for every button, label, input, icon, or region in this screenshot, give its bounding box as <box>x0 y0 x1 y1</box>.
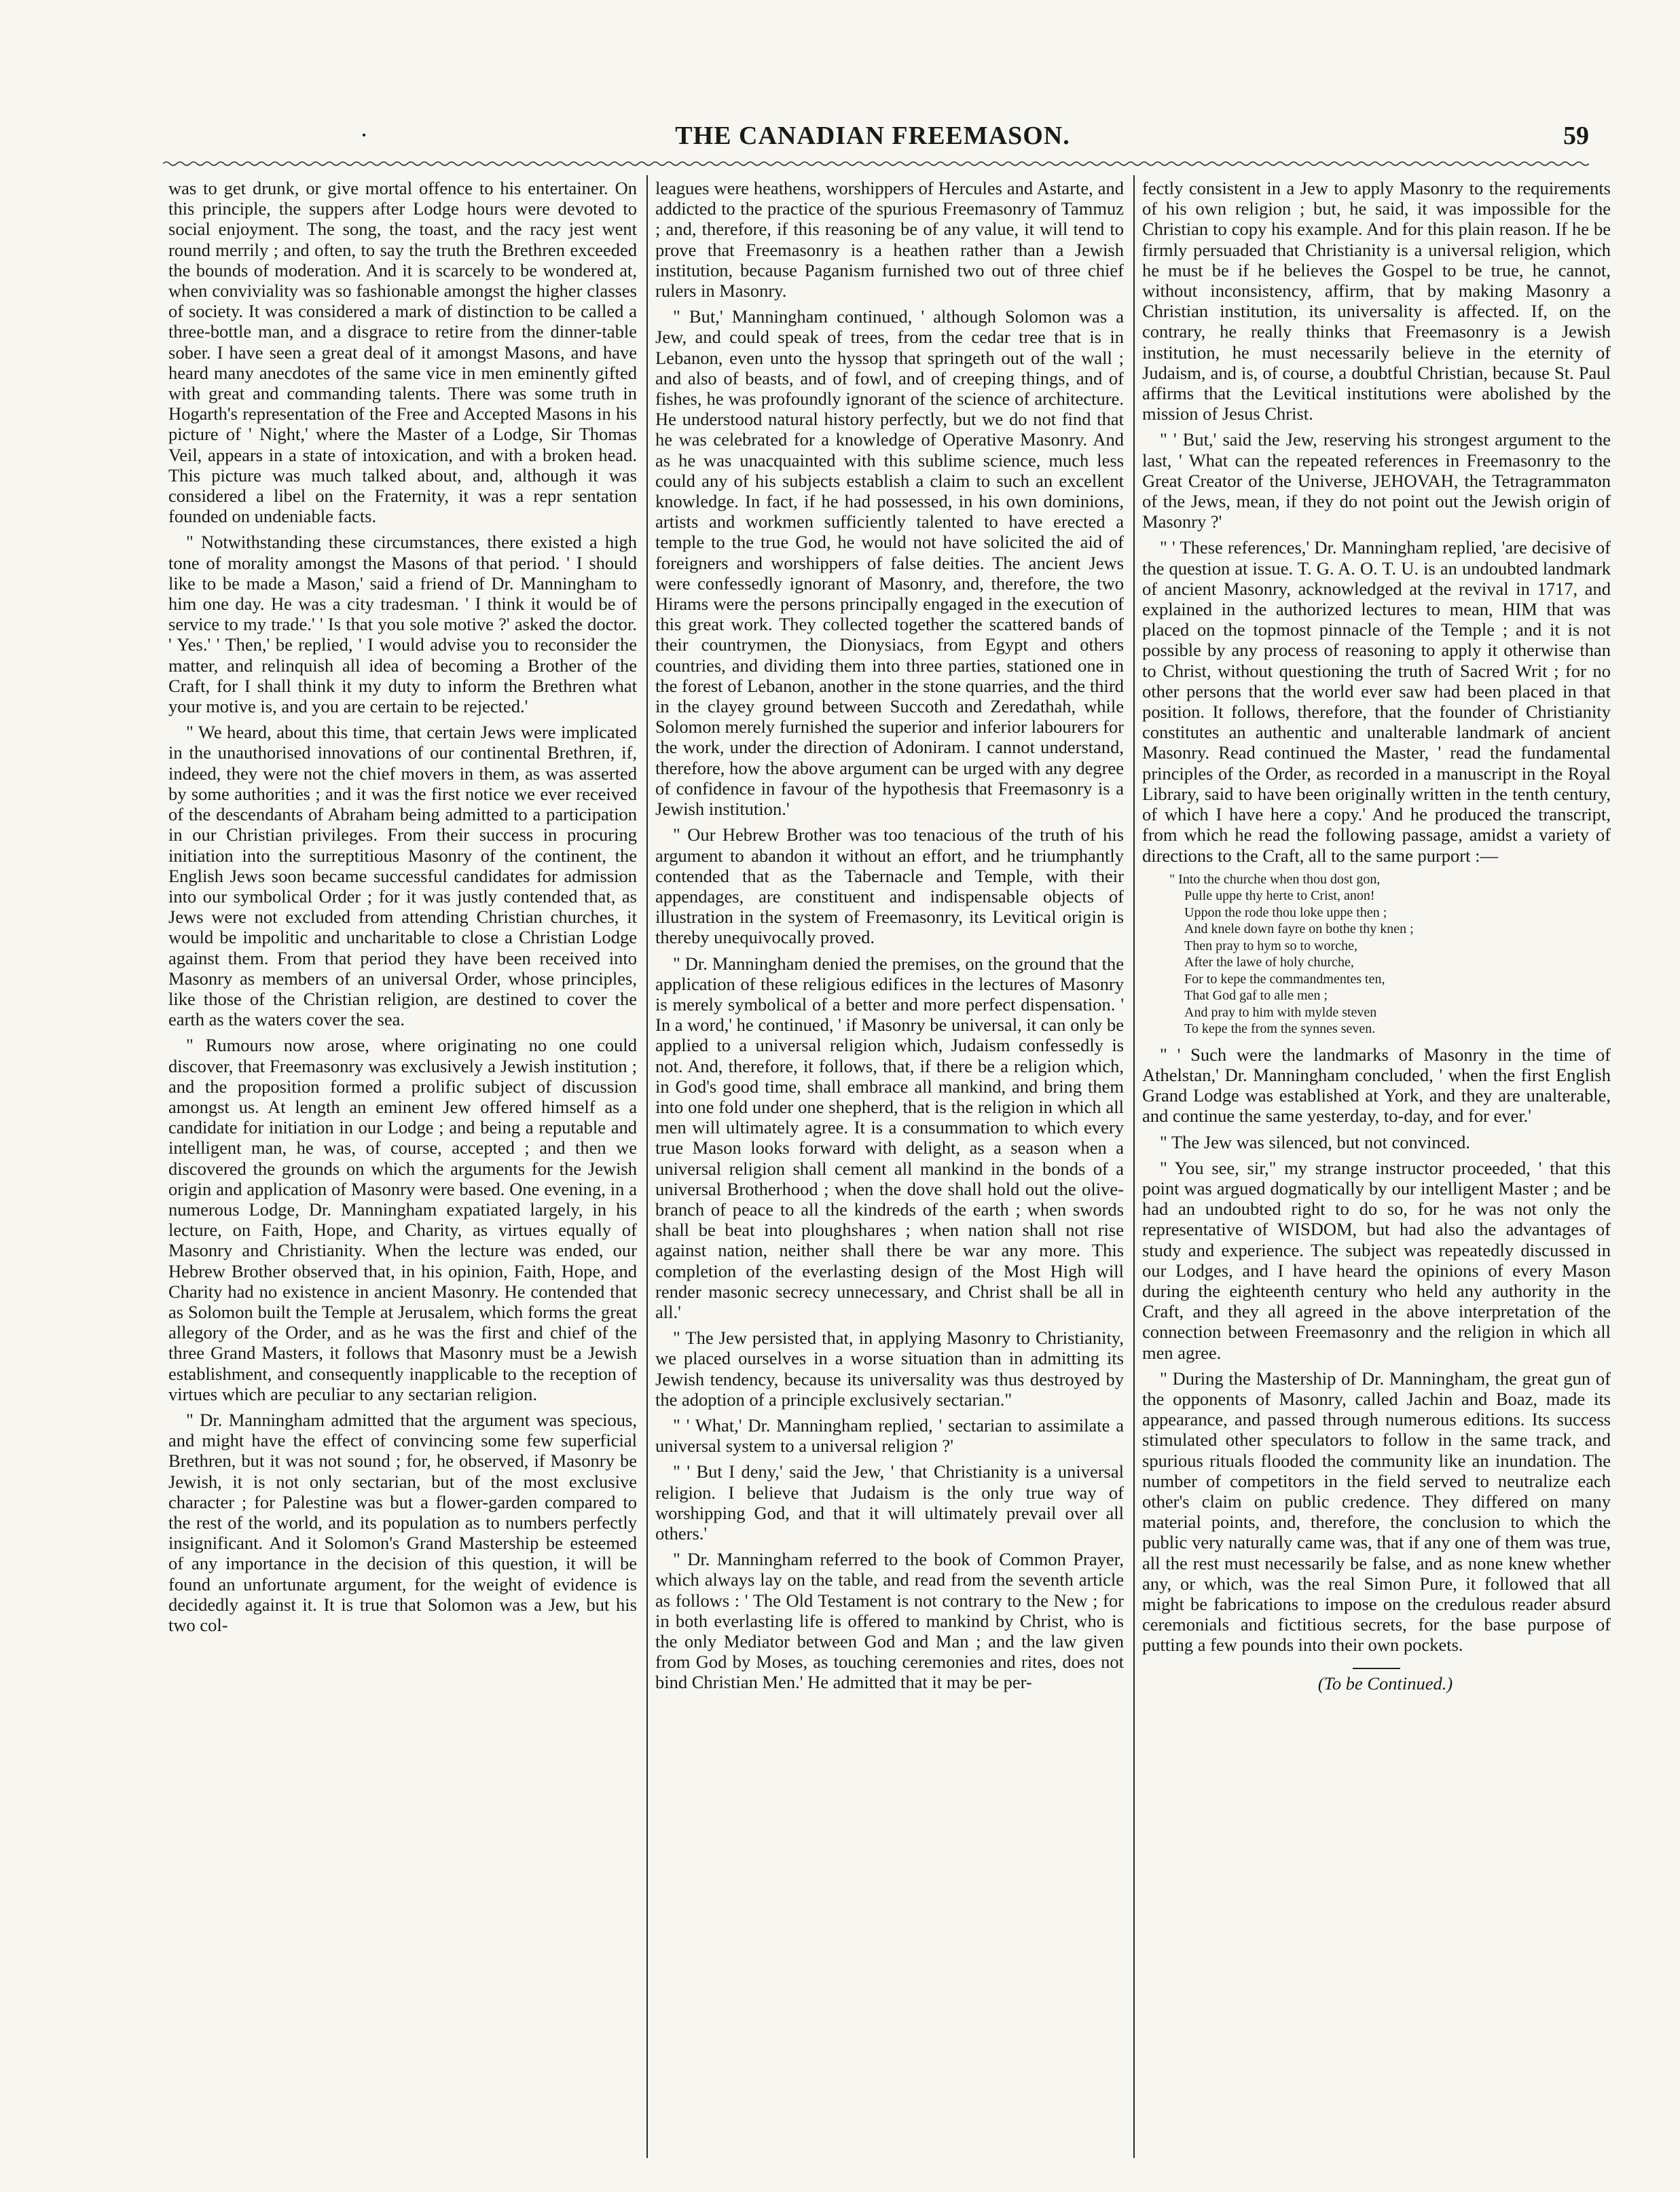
paragraph: leagues were heathens, worshippers of Hercules and Astarte, and addicted to the practice of the spurious Freemasonry of Tammuz ; and, therefore, if this reasoning be of any value, it will tend to prove that Freemasonry is a heathen rather than a Jewish institution, because Paganism furnished two out of three chief rulers in Masonry. <box>655 178 1124 302</box>
text-column-2 <box>655 178 1124 2154</box>
paragraph: " You see, sir," my strange instructor proceeded, ' that this point was argued dogmatically by our intelligent Master ; and be had an undoubted right to do so, for he was not only the representative of WISDOM, but had also the advantages of study and experience. The subject was repeatedly discussed in our Lodges, and I have heard the opinions of every Mason during the eighteenth century who held any authority in the Craft, and they all agreed in the above interpretation of the connection between Freemasonry and the religion in which all men agree. <box>1142 1157 1611 1363</box>
paragraph: was to get drunk, or give mortal offence to his entertainer. On this principle, the suppers after Lodge hours were devoted to social enjoyment. The song, the toast, and the racy jest went round merrily ; and often, to say the truth the Brethren exceeded the bounds of moderation. And it is scarcely to be wondered at, when conviviality was so fashionable amongst the higher classes of society. It was considered a mark of distinction to be called a three-bottle man, and a disgrace to retire from the dinner-table sober. I have seen a great deal of it amongst Masons, and have heard many anecdotes of the same vice in men eminently gifted with great and commanding talents. There was some truth in Hogarth's representation of the Free and Accepted Masons in his picture of ' Night,' where the Master of a Lodge, Sir Thomas Veil, appears in a state of intoxication, and with a broken head. This picture was much talked about, and, although it was considered a libel on the Fraternity, it was a repr sentation founded on undeniable facts. <box>168 178 637 527</box>
paragraph: " Rumours now arose, where originating no one could discover, that Freemasonry was exclusively a Jewish institution ; and the proposition formed a prolific subject of discussion amongst us. At length an eminent Jew offered himself as a candidate for initiation in our Lodge ; and being a reputable and intelligent man, he was, of course, accepted ; and then we discovered the grounds on which the arguments for the Jewish origin and application of Masonry were based. One evening, in a numerous Lodge, Dr. Manningham expatiated largely, in his lecture, on Faith, Hope, and Charity, as virtues equally of Masonry and Christianity. When the lecture was ended, our Hebrew Brother observed that, in his opinion, Faith, Hope, and Charity had no existence in ancient Masonry. He contended that as Solomon built the Temple at Jerusalem, which forms the great allegory of the Order, and as he was the first and chief of the three Grand Masters, it follows that Masonry must be a Jewish establishment, and consequently inapplicable to the reception of virtues which are peculiar to any sectarian religion. <box>168 1035 637 1404</box>
verse-line: To kepe the from the synnes seven. <box>1184 1021 1376 1037</box>
paragraph: " Dr. Manningham admitted that the argument was specious, and might have the effect of convincing some few superficial Brethren, but it was not sound ; for, he observed, if Masonry be Jewish, it is not only sectarian, but of the most exclusive character ; for Palestine was but a flower-garden compared to the rest of the world, and its population as to numbers perfectly insignificant. And it Solomon's Grand Mastership be esteemed of any importance in the decision of this question, it will be found an unfortunate argument, for the weight of evidence is decidedly against it. It is true that Solomon was a Jew, but his two col- <box>168 1409 637 1636</box>
page-header <box>156 121 1589 155</box>
old-english-verse <box>1169 871 1611 1038</box>
verse-line: " Into the churche when thou dost gon, <box>1169 871 1381 887</box>
paragraph: " During the Mastership of Dr. Manningham, the great gun of the opponents of Masonry, called Jachin and Boaz, made its appearance, and passed through numerous editions. Its success stimulated other speculators to follow in the same track, and spurious rituals flooded the community like an inundation. The number of competitors in the field served to neutralize each other's claim on public credence. They differed on many material points, and, therefore, the conclusion to which the public very naturally came was, that if any one of them was true, all the rest must necessarily be false, and as none knew whether any, or which, was the real Simon Pure, it followed that all might be fabrications to impose on the credulous reader absurd ceremonials and fictitious secrets, for the base purpose of putting a few pounds into their own pockets. <box>1142 1368 1611 1656</box>
paragraph: " We heard, about this time, that certain Jews were implicated in the unauthorised innovations of our continental Brethren, if, indeed, they were not the chief movers in them, as was asserted by some authorities ; and it was the first notice we ever received of the descendants of Abraham being admitted to a participation in our Christian privileges. From their success in procuring initiation into the surreptitious Masonry of the continent, the English Jews soon became successful candidates for admission into our symbolical Order ; for it was justly contended that, as Jews were not excluded from attending Christian churches, it would be impolitic and uncharitable to close a Christian Lodge against them. From that period they have been received into Masonry as members of an universal Order, whose principles, like those of the Christian religion, are destined to cover the earth as the waters cover the sea. <box>168 722 637 1030</box>
to-be-continued: (To be Continued.) <box>1317 1673 1453 1694</box>
header-dot: · <box>360 122 368 149</box>
verse-line: And knele down fayre on bothe thy knen ; <box>1184 921 1414 937</box>
paragraph: " ' These references,' Dr. Manningham replied, 'are decisive of the question at issue. T. G. A. O. T. U. is an undoubted landmark of ancient Masonry, acknowledged at the revival in 1717, and explained in the authorized lectures to mean, HIM that was placed on the topmost pinnacle of the Temple ; and it is not possible by any process of reasoning to apply it otherwise than to Christ, without questioning the truth of Sacred Writ ; for no other persons that the world ever saw had been placed in that position. It follows, therefore, that the founder of Christianity constitutes an authentic and unalterable landmark of ancient Masonry. Read continued the Master, ' read the fundamental principles of the Order, as recorded in a manuscript in the Royal Library, said to have been originally written in the tenth century, of which I have here a copy.' And he produced the transcript, from which he read the following passage, amidst a variety of directions to the Craft, all to the same purport :— <box>1142 537 1611 866</box>
verse-line: After the lawe of holy churche, <box>1184 955 1354 970</box>
paragraph: " The Jew persisted that, in applying Masonry to Christianity, we placed ourselves in a worse situation than in admitting its Jewish tendency, because its universality was thus destroyed by the adoption of a principle exclusively sectarian." <box>655 1328 1124 1410</box>
paragraph: " Dr. Manningham referred to the book of Common Prayer, which always lay on the table, and read from the seventh article as follows : ' The Old Testament is not contrary to the New ; for in both everlasting life is offered to mankind by Christ, who is the only Mediator between God and Man ; and the law given from God by Moses, as touching ceremonies and rites, does not bind Christian Men.' He admitted that it may be per- <box>655 1549 1124 1693</box>
paragraph: " Dr. Manningham denied the premises, on the ground that the application of these religious edifices in the lectures of Masonry is merely symbolical of a better and more perfect dispensation. ' In a word,' he continued, ' if Masonry be universal, it can only be applied to a universal religion which, Judaism confessedly is not. And, therefore, it follows, that, if there be a religion which, in God's good time, shall embrace all mankind, and bring them into one fold under one shepherd, that is the religion in which all men will ultimately agree. It is a consummation to which every true Mason looks forward with delight, as a season when a universal religion shall cement all mankind in the bonds of a universal Brotherhood ; when the dove shall hold out the olive-branch of peace to all the kindreds of the earth ; when swords shall be beat into ploughshares ; when nation shall not rise against nation, neither shall there be war any more. This completion of the everlasting design of the Most High will render masonic secrecy unnecessary, and Christ shall be all in all.' <box>655 953 1124 1322</box>
paragraph: " Our Hebrew Brother was too tenacious of the truth of his argument to abandon it without an effort, and he triumphantly contended that as the Tabernacle and Temple, with their appendages, are constituent and indispensable objects of illustration in the system of Freemasonry, its Levitical origin is thereby unequivocally proved. <box>655 824 1124 948</box>
paragraph: " But,' Manningham continued, ' although Solomon was a Jew, and could speak of trees, from the cedar tree that is in Lebanon, even unto the hyssop that springeth out of the wall ; and also of beasts, and of fowl, and of creeping things, and of fishes, he was profoundly ignorant of the science of architecture. He understood natural history perfectly, but we do not find that he was celebrated for a knowledge of Operative Masonry. And as he was unacquainted with this sublime science, much less could any of his subjects establish a claim to such an excellent knowledge. In fact, if he had possessed, in his own dominions, artists and workmen sufficiently talented to have erected a temple to the true God, he would not have solicited the aid of foreigners and worshippers of false deities. The ancient Jews were confessedly ignorant of Masonry, and, therefore, the two Hirams were the persons principally engaged in the execution of this great work. They collected together the scattered bands of their countrymen, the Dionysiacs, from Egypt and others countries, and dividing them into three parties, stationed one in the forest of Lebanon, another in the stone quarries, and the third in the clayey ground between Succoth and Zeredathah, while Solomon merely furnished the superior and inferior labourers for the work, under the direction of Adoniram. I cannot understand, therefore, how the above argument can be urged with any degree of confidence in favour of the hypothesis that Freemasonry is a Jewish institution.' <box>655 306 1124 820</box>
paragraph: " ' But I deny,' said the Jew, ' that Christianity is a universal religion. I believe that Judaism is the only true way of worshipping God, and that it will ultimately prevail over all others.' <box>655 1461 1124 1543</box>
header-wavy-rule <box>163 160 1589 167</box>
paragraph: " ' What,' Dr. Manningham replied, ' sectarian to assimilate a universal system to a universal religion ?' <box>655 1414 1124 1457</box>
column-divider-1 <box>646 175 648 2158</box>
verse-line: Then pray to hym so to worche, <box>1184 938 1357 953</box>
paragraph: fectly consistent in a Jew to apply Masonry to the requirements of his own religion ; but, he said, it was impossible for the Christian to copy his example. And for this plain reason. If he be firmly persuaded that Christianity is a universal religion, which he must be if he believes the Gospel to be true, he cannot, without inconsistency, affirm, that by making Masonry a Christian institution, its universality is affected. If, on the contrary, he really thinks that Freemasonry is a Jewish institution, he must necessarily believe in the eternity of Judaism, and is, of course, a doubtful Christian, because St. Paul affirms that the Levitical institutions were abolished by the mission of Jesus Christ. <box>1142 178 1611 424</box>
verse-line: Uppon the rode thou loke uppe then ; <box>1184 905 1387 920</box>
text-column-3 <box>1142 178 1611 2154</box>
column-divider-2 <box>1133 175 1135 2158</box>
page-number: 59 <box>1563 122 1589 150</box>
paragraph: " ' Such were the landmarks of Masonry in the time of Athelstan,' Dr. Manningham concluded, ' when the first English Grand Lodge was established at York, and they are unalterable, and continue the same yesterday, to-day, and for ever.' <box>1142 1044 1611 1127</box>
short-rule <box>1353 1668 1400 1669</box>
running-title: THE CANADIAN FREEMASON. <box>675 122 1070 150</box>
verse-line: For to kepe the commandmentes ten, <box>1184 971 1385 987</box>
verse-line: That God gaf to alle men ; <box>1184 988 1328 1004</box>
text-column-1 <box>168 178 637 2154</box>
verse-line: Pulle uppe thy herte to Crist, anon! <box>1184 888 1375 904</box>
paragraph: " ' But,' said the Jew, reserving his strongest argument to the last, ' What can the repeated references in Freemasonry to the Great Creator of the Universe, JEHOVAH, the Tetragrammaton of the Jews, mean, if they do not point out the Jewish origin of Masonry ?' <box>1142 429 1611 532</box>
paragraph: " The Jew was silenced, but not convinced. <box>1160 1131 1471 1152</box>
verse-line: And pray to him with mylde steven <box>1184 1004 1377 1020</box>
paragraph: " Notwithstanding these circumstances, there existed a high tone of morality amongst the Masons of that period. ' I should like to be made a Mason,' said a friend of Dr. Manningham to him one day. He was a city tradesman. ' I think it would be of service to my trade.' ' Is that you sole motive ?' asked the doctor. ' Yes.' ' Then,' be replied, ' I would advise you to reconsider the matter, and relinquish all idea of becoming a Brother of the Craft, for I shall think it my duty to inform the Brethren what your motive is, and you are certain to be rejected.' <box>168 532 637 717</box>
